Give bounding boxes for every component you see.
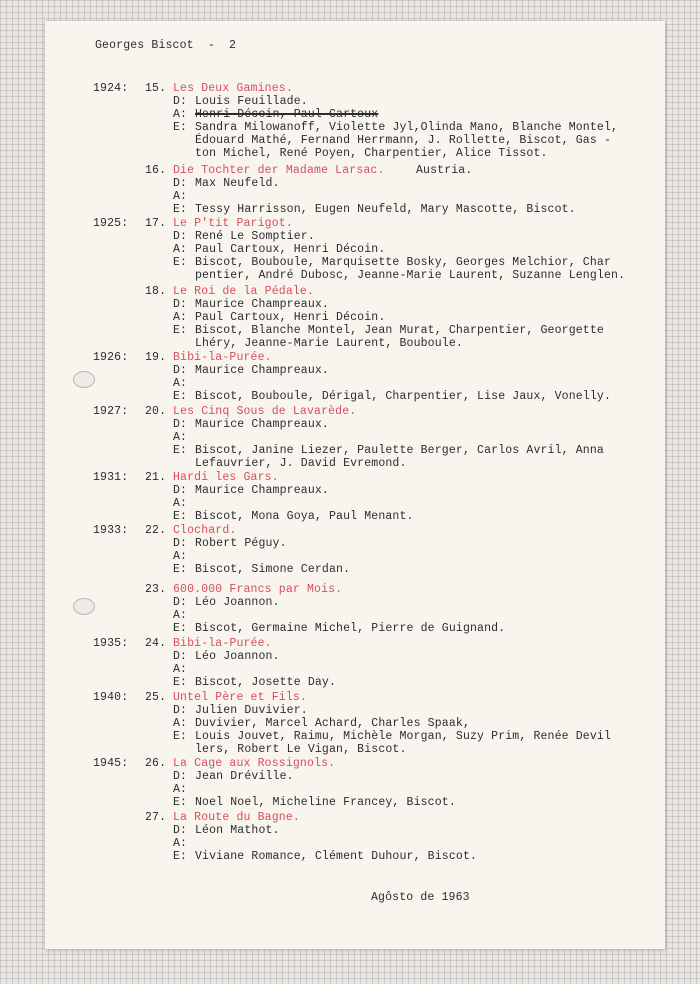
entry-number: 16. bbox=[145, 164, 167, 177]
author-label: A: bbox=[173, 609, 188, 622]
film-title: Hardi les Gars. bbox=[173, 471, 279, 484]
director-value: Robert Péguy. bbox=[195, 537, 287, 550]
cast-line: Biscot, Bouboule, Dérigal, Charpentier, Lise Jaux, Vonelly. bbox=[195, 390, 612, 403]
director-label: D: bbox=[173, 770, 188, 783]
author-label: A: bbox=[173, 550, 188, 563]
entry-number: 22. bbox=[145, 524, 167, 537]
author-label: A: bbox=[173, 431, 188, 444]
director-value: René Le Somptier. bbox=[195, 230, 315, 243]
director-label: D: bbox=[173, 177, 188, 190]
entry-number: 25. bbox=[145, 691, 167, 704]
cast-line: Sandra Milowanoff, Violette Jyl,Olinda Mano, Blanche Montel, bbox=[195, 121, 619, 134]
author-label: A: bbox=[173, 243, 188, 256]
director-label: D: bbox=[173, 230, 188, 243]
cast-label: E: bbox=[173, 563, 188, 576]
entry-number: 19. bbox=[145, 351, 167, 364]
cast-line: Viviane Romance, Clément Duhour, Biscot. bbox=[195, 850, 478, 863]
film-title: Le P'tit Parigot. bbox=[173, 217, 293, 230]
film-title: 600.000 Francs par Mois. bbox=[173, 583, 343, 596]
cast-line: Lefauvrier, J. David Evremond. bbox=[195, 457, 407, 470]
author-label: A: bbox=[173, 783, 188, 796]
entry-year: 1933: bbox=[93, 524, 129, 537]
cast-label: E: bbox=[173, 324, 188, 337]
cast-line: Biscot, Simone Cerdan. bbox=[195, 563, 351, 576]
film-title: Clochard. bbox=[173, 524, 237, 537]
cast-label: E: bbox=[173, 622, 188, 635]
cast-label: E: bbox=[173, 203, 188, 216]
page-header: Georges Biscot - 2 bbox=[95, 39, 237, 52]
cast-label: E: bbox=[173, 510, 188, 523]
cast-line: Noel Noel, Micheline Francey, Biscot. bbox=[195, 796, 456, 809]
cast-line: Édouard Mathé, Fernand Herrmann, J. Rollette, Biscot, Gas - bbox=[195, 134, 612, 147]
author-label: A: bbox=[173, 663, 188, 676]
film-title: Les Cinq Sous de Lavarède. bbox=[173, 405, 357, 418]
director-label: D: bbox=[173, 298, 188, 311]
cast-label: E: bbox=[173, 676, 188, 689]
director-value: Max Neufeld. bbox=[195, 177, 280, 190]
cast-line: Biscot, Janine Liezer, Paulette Berger, Carlos Avril, Anna bbox=[195, 444, 604, 457]
director-value: Louis Feuillade. bbox=[195, 95, 308, 108]
typed-page bbox=[45, 21, 665, 949]
author-value: Duvivier, Marcel Achard, Charles Spaak, bbox=[195, 717, 470, 730]
cast-label: E: bbox=[173, 796, 188, 809]
director-value: Léo Joannon. bbox=[195, 596, 280, 609]
director-label: D: bbox=[173, 418, 188, 431]
cast-label: E: bbox=[173, 121, 188, 134]
director-label: D: bbox=[173, 364, 188, 377]
director-value: Léo Joannon. bbox=[195, 650, 280, 663]
director-label: D: bbox=[173, 596, 188, 609]
director-value: Maurice Champreaux. bbox=[195, 298, 329, 311]
author-label: A: bbox=[173, 190, 188, 203]
cast-label: E: bbox=[173, 444, 188, 457]
director-label: D: bbox=[173, 650, 188, 663]
author-label: A: bbox=[173, 717, 188, 730]
entry-number: 21. bbox=[145, 471, 167, 484]
entry-year: 1931: bbox=[93, 471, 129, 484]
entry-year: 1935: bbox=[93, 637, 129, 650]
punch-hole-lower bbox=[73, 598, 95, 615]
entry-year: 1940: bbox=[93, 691, 129, 704]
film-title: Bibi-la-Purée. bbox=[173, 351, 272, 364]
author-value: Paul Cartoux, Henri Décoin. bbox=[195, 311, 386, 324]
entry-year: 1924: bbox=[93, 82, 129, 95]
author-value: Paul Cartoux, Henri Décoin. bbox=[195, 243, 386, 256]
cast-line: Biscot, Bouboule, Marquisette Bosky, Georges Melchior, Char bbox=[195, 256, 612, 269]
director-value: Maurice Champreaux. bbox=[195, 418, 329, 431]
entry-number: 17. bbox=[145, 217, 167, 230]
director-value: Léon Mathot. bbox=[195, 824, 280, 837]
film-title: Le Roi de la Pédale. bbox=[173, 285, 315, 298]
entry-year: 1927: bbox=[93, 405, 129, 418]
entry-number: 23. bbox=[145, 583, 167, 596]
film-title: Bibi-la-Purée. bbox=[173, 637, 272, 650]
author-label: A: bbox=[173, 837, 188, 850]
entry-number: 27. bbox=[145, 811, 167, 824]
entry-year: 1926: bbox=[93, 351, 129, 364]
author-label: A: bbox=[173, 497, 188, 510]
author-label: A: bbox=[173, 108, 188, 121]
entry-year: 1925: bbox=[93, 217, 129, 230]
cast-line: lers, Robert Le Vigan, Biscot. bbox=[195, 743, 407, 756]
director-value: Maurice Champreaux. bbox=[195, 484, 329, 497]
cast-line: Biscot, Germaine Michel, Pierre de Guignand. bbox=[195, 622, 506, 635]
director-label: D: bbox=[173, 537, 188, 550]
film-title: Untel Père et Fils. bbox=[173, 691, 307, 704]
cast-line: ton Michel, René Poyen, Charpentier, Alice Tissot. bbox=[195, 147, 548, 160]
entry-number: 18. bbox=[145, 285, 167, 298]
entry-number: 15. bbox=[145, 82, 167, 95]
entry-number: 24. bbox=[145, 637, 167, 650]
punch-hole-upper bbox=[73, 371, 95, 388]
cast-line: Tessy Harrisson, Eugen Neufeld, Mary Mascotte, Biscot. bbox=[195, 203, 576, 216]
film-title: La Route du Bagne. bbox=[173, 811, 300, 824]
cast-line: Louis Jouvet, Raimu, Michèle Morgan, Suzy Prim, Renée Devil bbox=[195, 730, 612, 743]
cast-line: Biscot, Josette Day. bbox=[195, 676, 337, 689]
cast-label: E: bbox=[173, 850, 188, 863]
film-title: Les Deux Gamines. bbox=[173, 82, 293, 95]
director-value: Julien Duvivier. bbox=[195, 704, 308, 717]
entry-number: 20. bbox=[145, 405, 167, 418]
cast-label: E: bbox=[173, 256, 188, 269]
cast-line: Biscot, Mona Goya, Paul Menant. bbox=[195, 510, 414, 523]
cast-line: Biscot, Blanche Montel, Jean Murat, Charpentier, Georgette bbox=[195, 324, 604, 337]
director-label: D: bbox=[173, 824, 188, 837]
director-label: D: bbox=[173, 704, 188, 717]
page-date: Agôsto de 1963 bbox=[371, 891, 470, 904]
director-label: D: bbox=[173, 95, 188, 108]
cast-label: E: bbox=[173, 730, 188, 743]
director-label: D: bbox=[173, 484, 188, 497]
author-label: A: bbox=[173, 377, 188, 390]
director-value: Jean Dréville. bbox=[195, 770, 294, 783]
cast-line: pentier, André Dubosc, Jeanne-Marie Laurent, Suzanne Lenglen. bbox=[195, 269, 626, 282]
film-title: La Cage aux Rossignols. bbox=[173, 757, 336, 770]
director-value: Maurice Champreaux. bbox=[195, 364, 329, 377]
entry-number: 26. bbox=[145, 757, 167, 770]
author-label: A: bbox=[173, 311, 188, 324]
film-country: Austria. bbox=[416, 164, 473, 177]
film-title: Die Tochter der Madame Larsac. bbox=[173, 164, 385, 177]
cast-line: Lhéry, Jeanne-Marie Laurent, Bouboule. bbox=[195, 337, 463, 350]
entry-year: 1945: bbox=[93, 757, 129, 770]
cast-label: E: bbox=[173, 390, 188, 403]
author-value-struck: Henri Décoin, Paul Cartoux bbox=[195, 108, 379, 121]
